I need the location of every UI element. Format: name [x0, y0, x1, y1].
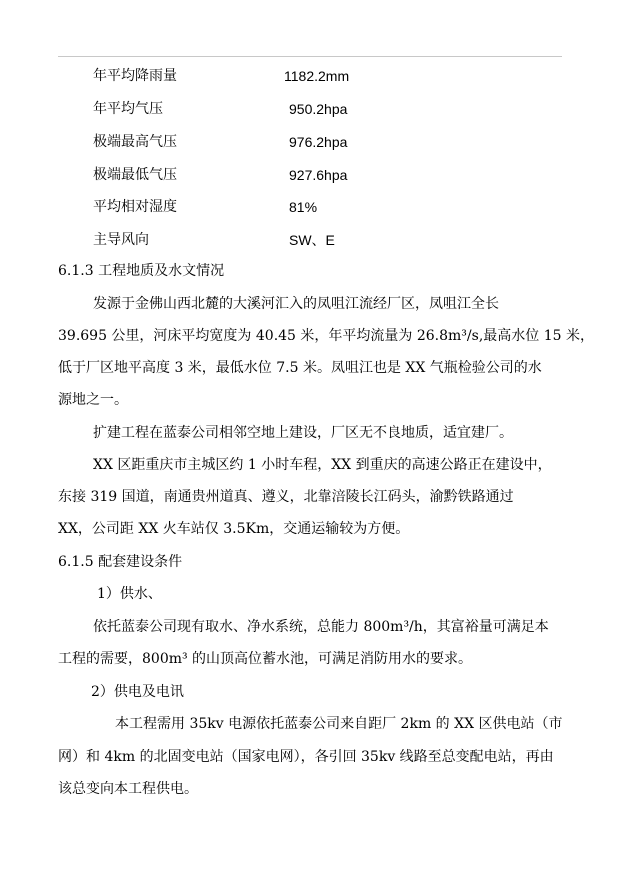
- climate-value-min-pressure: 927.6hpa: [289, 167, 348, 183]
- section-613-p1-line4: 源地之一。: [58, 392, 128, 408]
- power-supply-line1: 本工程需用 35kv 电源依托蓝泰公司来自距厂 2km 的 XX 区供电站（市: [115, 716, 563, 732]
- water-supply-line1: 依托蓝泰公司现有取水、净水系统，总能力 800m³/h，其富裕量可满足本: [93, 619, 549, 635]
- climate-value-rainfall: 1182.2mm: [284, 68, 350, 84]
- climate-label-min-pressure: 极端最低气压: [93, 167, 177, 183]
- section-613-p1-line1: 发源于金佛山西北麓的大溪河汇入的凤咀江流经厂区，凤咀江全长: [93, 296, 499, 312]
- power-supply-title: 2）供电及电讯: [91, 684, 184, 700]
- power-supply-line3: 该总变向本工程供电。: [58, 781, 198, 797]
- climate-label-humidity: 平均相对湿度: [93, 199, 177, 215]
- section-613-heading: 6.1.3 工程地质及水文情况: [58, 263, 225, 279]
- water-supply-title: 1）供水、: [97, 586, 162, 602]
- section-615-heading: 6.1.5 配套建设条件: [58, 554, 183, 570]
- section-613-p3-line2: 东接 319 国道，南通贵州道真、遵义，北靠涪陵长江码头，渝黔铁路通过: [58, 489, 514, 505]
- power-supply-line2: 网）和 4km 的北固变电站（国家电网），各引回 35kv 线路至总变配电站，再由: [58, 749, 554, 765]
- section-613-p3-line3: XX，公司距 XX 火车站仅 3.5Km，交通运输较为方便。: [58, 521, 410, 537]
- section-613-p1-line3: 低于厂区地平高度 3 米，最低水位 7.5 米。凤咀江也是 XX 气瓶检验公司的水: [58, 360, 542, 376]
- section-613-p2: 扩建工程在蓝泰公司相邻空地上建设，厂区无不良地质，适宜建厂。: [93, 425, 513, 441]
- climate-value-wind: SW、E: [289, 232, 335, 248]
- climate-value-max-pressure: 976.2hpa: [289, 134, 348, 150]
- header-rule: [58, 56, 562, 57]
- water-supply-line2: 工程的需要，800m³ 的山顶高位蓄水池，可满足消防用水的要求。: [58, 651, 473, 667]
- climate-label-rainfall: 年平均降雨量: [93, 68, 177, 84]
- climate-label-pressure: 年平均气压: [93, 101, 163, 117]
- section-613-p3-line1: XX 区距重庆市主城区约 1 小时车程，XX 到重庆的高速公路正在建设中，: [93, 457, 552, 473]
- climate-label-wind: 主导风向: [93, 232, 149, 248]
- climate-value-pressure: 950.2hpa: [289, 101, 348, 117]
- climate-label-max-pressure: 极端最高气压: [93, 134, 177, 150]
- section-613-p1-line2: 39.695 公里，河床平均宽度为 40.45 米，年平均流量为 26.8m³/s,最高水位 15 米，: [58, 328, 594, 344]
- climate-value-humidity: 81%: [289, 199, 318, 215]
